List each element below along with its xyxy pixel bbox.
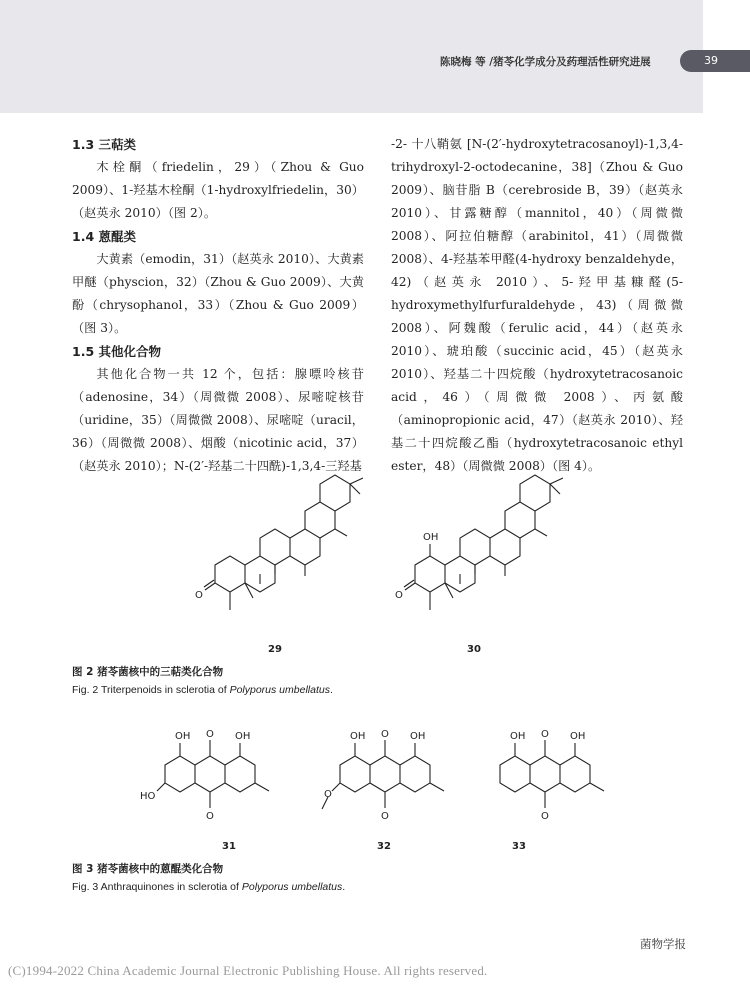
left-column [72,133,364,478]
figure-2-caption-en: Fig. 2 Triterpenoids in sclerotia of Polyporus umbellatus. [72,684,333,696]
atom-label-oh-33a: OH [510,731,526,742]
copyright-notice: (C)1994-2022 China Academic Journal Electronic Publishing House. All rights reserved. [8,963,488,978]
atom-label-o-31a: O [206,729,214,740]
section-heading-1-4: 1.4 蒽醌类 [72,229,136,244]
compound-label-32: 32 [377,841,391,852]
figure-3-structures [130,725,630,830]
section-heading-1-5: 1.5 其他化合物 [72,344,161,359]
structure-30 [395,475,563,610]
atom-label-oh-33b: OH [570,731,586,742]
structure-29 [195,475,363,610]
paragraph-triterpenes: 木栓酮（friedelin，29）（Zhou & Guo 2009）、1-羟基木栓酮（1-hydroxylfriedelin，30）（赵英永 2010）（图 2）。 [72,160,364,220]
atom-label-o-29: O [195,590,203,601]
compound-label-33: 33 [512,841,526,852]
compound-label-30: 30 [467,644,481,655]
atom-label-o-30: O [395,590,403,601]
structure-33 [500,729,604,822]
running-title: 陈晓梅 等 /猪苓化学成分及药理活性研究进展 [440,56,651,68]
paragraph-anthraquinones: 大黄素（emodin，31）（赵英永 2010）、大黄素甲醚（physcion，32）（Zhou & Guo 2009）、大黄酚（chrysophanol，33）（Zhou & Guo 2009）（图 3）。 [72,252,364,335]
figure-3-caption-cn: 图 3 猪苓菌核中的蒽醌类化合物 [72,863,224,875]
atom-label-o-32a: O [381,729,389,740]
page-number: 39 [680,50,750,72]
atom-label-oh-31a: OH [175,731,191,742]
paragraph-other-compounds: 其他化合物一共 12 个，包括：腺嘌呤核苷（adenosine，34）（周微微 2008）、尿嘧啶核苷（uridine，35）（周微微 2008）、尿嘧啶（uracil，36）（周微微 2008）、烟酸（nicotinic acid，37）（赵英永 2010）；N-(2′-羟基二十四酰)-1,3,4-三羟基 [72,367,364,473]
atom-label-o-32c: O [324,789,332,800]
atom-label-oh-30: OH [423,532,439,543]
figure-2-caption-cn: 图 2 猪苓菌核中的三萜类化合物 [72,666,224,678]
atom-label-o-33b: O [541,811,549,822]
atom-label-oh-31b: OH [235,731,251,742]
atom-label-oh-32b: OH [410,731,426,742]
figure-2-structures [170,470,590,630]
structure-32 [322,729,444,822]
structure-31 [140,729,269,822]
journal-name: 菌物学报 [640,937,686,951]
figure-3-caption-en: Fig. 3 Anthraquinones in sclerotia of Polyporus umbellatus. [72,881,346,893]
section-heading-1-3: 1.3 三萜类 [72,137,136,152]
compound-label-29: 29 [268,644,282,655]
paragraph-other-compounds-cont: -2- 十八鞘氨 [N-(2′-hydroxytetracosanoyl)-1,3,4-trihydroxyl-2-octodecanine，38]（Zhou & Guo 2009）、脑苷脂 B（cerebroside B，39）（赵英永 2010）、甘露糖醇（mannitol，40）（周微微 2008）、阿拉伯糖醇（arabinitol，41）（周微微 2008）、4-羟基苯甲醛(4-hydroxy benzaldehyde，42)（赵英永 2010）、5-羟甲基糠醛(5-hydroxymethylfurfuraldehyde，43)（周微微 2008）、阿魏酸（ferulic acid，44）（赵英永 2010）、琥珀酸（succinic acid，45）（赵英永 2010）、羟基二十四烷酸（hydroxytetracosanoic acid，46）（周微微 2008）、丙氨酸（aminopropionic acid，47）（赵英永 2010）、羟基二十四烷酸乙酯（hydroxytetracosanoic ethyl ester，48）（周微微 2008）（图 4）。 [391,137,683,473]
atom-label-oh-32a: OH [350,731,366,742]
right-column [391,133,683,478]
atom-label-o-31b: O [206,811,214,822]
atom-label-o-32b: O [381,811,389,822]
atom-label-o-33a: O [541,729,549,740]
atom-label-ho-31: HO [140,791,156,802]
compound-label-31: 31 [222,841,236,852]
